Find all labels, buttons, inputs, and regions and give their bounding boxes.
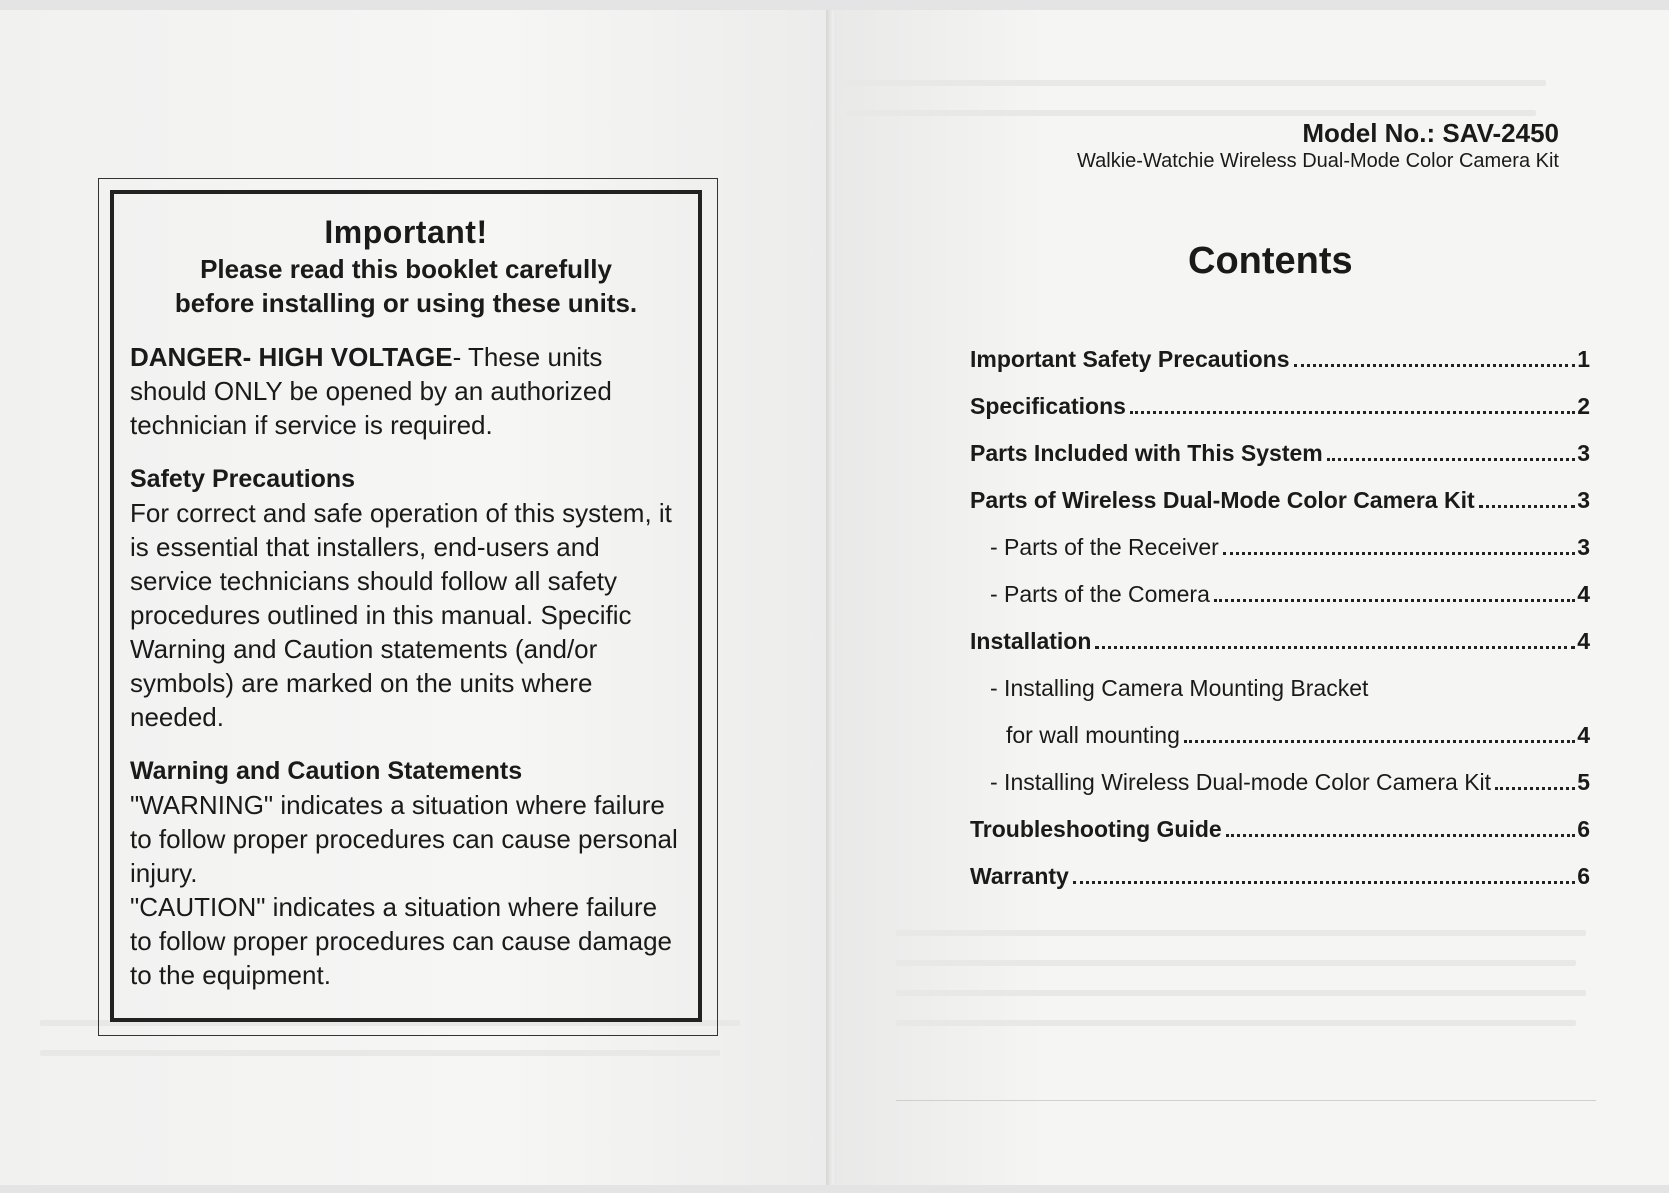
toc-entry-page: 3 [1577, 487, 1590, 513]
danger-text: - These units should ONLY be opened by an authorized technician if service is required. [130, 342, 612, 440]
important-heading: Important! [324, 214, 488, 250]
toc-entry-title: Parts of Wireless Dual-Mode Color Camera Kit [970, 487, 1475, 513]
bleed-through-line [846, 110, 1536, 116]
warning-caution-heading: Warning and Caution Statements [130, 757, 523, 785]
toc-leader-dots [1214, 598, 1575, 602]
toc-leader-dots [1226, 833, 1575, 837]
toc-entry [970, 816, 1590, 843]
toc-subentry [970, 534, 1590, 561]
warning-definition: "WARNING" indicates a situation where failure to follow proper procedures can cause personal injury. [130, 790, 678, 888]
toc-entry [970, 628, 1590, 655]
toc-leader-dots [1294, 363, 1576, 367]
danger-statement [130, 340, 682, 442]
bleed-through-line [40, 1050, 720, 1056]
toc-entry-title: Warranty [970, 863, 1069, 889]
toc-entry-page: 6 [1577, 863, 1590, 889]
toc-entry [970, 487, 1590, 514]
toc-entry-title: Installation [970, 628, 1092, 654]
toc-entry-page: 3 [1577, 534, 1590, 560]
safety-precautions-text: For correct and safe operation of this system, it is essential that installers, end-users and service technicians should follow all safety procedures outlined in this manual. Specific Warning and Caution statements (and/or symbols) are marked on the units where needed. [130, 498, 672, 732]
toc-leader-dots [1095, 645, 1575, 649]
toc-leader-dots [1327, 457, 1575, 461]
toc-subentry [970, 581, 1590, 608]
toc-entry-page: 1 [1577, 346, 1590, 372]
toc-leader-dots [1184, 739, 1575, 743]
toc-leader-dots [1073, 880, 1575, 884]
model-header [1077, 118, 1559, 174]
safety-precautions-heading: Safety Precautions [130, 465, 356, 493]
toc-entry-title: - Installing Camera Mounting Bracket [990, 675, 1369, 701]
bleed-through-line [846, 80, 1546, 86]
important-box [110, 190, 702, 1022]
toc-leader-dots [1223, 551, 1575, 555]
toc-entry-title: Specifications [970, 393, 1126, 419]
model-number: Model No.: SAV-2450 [1302, 118, 1559, 148]
toc-leader-dots [1495, 786, 1575, 790]
toc-entry-title: - Parts of the Receiver [990, 534, 1219, 560]
toc-subentry [970, 769, 1590, 796]
toc-entry-title: Parts Included with This System [970, 440, 1323, 466]
toc-entry [970, 393, 1590, 420]
toc-subentry [970, 675, 1590, 702]
toc-subentry-continued [986, 722, 1590, 749]
toc-entry-title: - Installing Wireless Dual-mode Color Camera Kit [990, 769, 1492, 795]
toc-entry-title: - Parts of the Comera [990, 581, 1210, 607]
toc-entry-page: 3 [1577, 440, 1590, 466]
toc-entry-page: 2 [1577, 393, 1590, 419]
caution-definition: "CAUTION" indicates a situation where failure to follow proper procedures can cause damage to the equipment. [130, 892, 672, 990]
page-rule [896, 1100, 1596, 1101]
read-booklet-line-2: before installing or using these units. [174, 288, 638, 318]
toc-entry-page: 4 [1577, 581, 1590, 607]
toc-entry-title: Troubleshooting Guide [970, 816, 1222, 842]
model-description: Walkie-Watchie Wireless Dual-Mode Color Camera Kit [1077, 150, 1559, 172]
toc-leader-dots [1479, 504, 1576, 508]
toc-entry-page: 5 [1577, 769, 1590, 795]
toc-entry-page: 4 [1577, 722, 1590, 748]
contents-title: Contents [1188, 240, 1353, 282]
toc-entry-title: for wall mounting [1006, 722, 1180, 748]
bleed-through-line [896, 990, 1586, 996]
toc-entry-page: 6 [1577, 816, 1590, 842]
toc-entry [970, 863, 1590, 890]
toc-leader-dots [1130, 410, 1575, 414]
danger-label: DANGER- HIGH VOLTAGE [130, 342, 453, 372]
toc-entry-page: 4 [1577, 628, 1590, 654]
bleed-through-line [896, 1020, 1576, 1026]
toc-entry [970, 346, 1590, 373]
bleed-through-line [896, 960, 1576, 966]
bleed-through-line [896, 930, 1586, 936]
toc-entry [970, 440, 1590, 467]
toc-entry-title: Important Safety Precautions [970, 346, 1290, 372]
read-booklet-line-1: Please read this booklet carefully [200, 254, 612, 284]
